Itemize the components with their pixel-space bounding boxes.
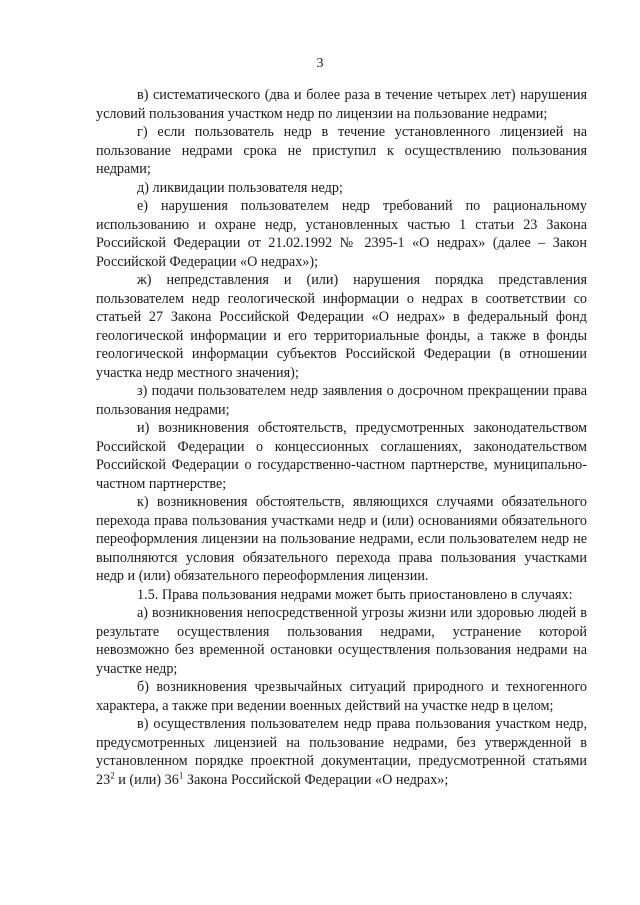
- paragraph-1-5-suspension: 1.5. Права пользования недрами может быть приостановлено в случаях:: [137, 586, 573, 603]
- paragraph-v-text-3: Закона Российской Федерации «О недрах»;: [183, 771, 449, 788]
- paragraph-v-text-2: и (или) 36: [114, 771, 179, 788]
- paragraph-v-no-project-docs: [96, 715, 587, 789]
- page-number: 3: [316, 56, 324, 71]
- paragraph-i-concession: и) возникновения обстоятельств, предусмотренных законодательством Российской Федерации о концессионных соглашениях, законодательством Российской Федерации о государственно-частном партнерстве, муниципально-частном партнерстве;: [96, 420, 587, 492]
- paragraph-v-text-1: в) осуществления пользователем недр права пользования участком недр, предусмотренных лицензией на пользование недрами, без утвержденной в установленном порядке проектной документации, предусмотренной статьями 23: [96, 716, 587, 788]
- paragraph-g-not-started: г) если пользователь недр в течение установленного лицензией на пользование недрами срока не приступил к осуществлению пользования недрами;: [96, 124, 587, 177]
- superscript-2: 2: [110, 769, 115, 780]
- paragraph-a-threat: а) возникновения непосредственной угрозы жизни или здоровью людей в результате осуществления пользования недрами, устранение которой невозможно без временной остановки осуществления пользования недрами на участке недр;: [96, 605, 587, 677]
- paragraph-b-emergency: б) возникновения чрезвычайных ситуаций природного и техногенного характера, а также при ведении военных действий на участке недр в целом;: [96, 679, 587, 714]
- paragraph-e-violation: е) нарушения пользователем недр требований по рациональному использованию и охране недр, установленных частью 1 статьи 23 Закона Российской Федерации от 21.02.1992 № 2395-1 «О недрах» (далее – Закон Российской Федерации «О недрах»);: [96, 198, 587, 270]
- paragraph-k-mandatory-transfer: к) возникновения обстоятельств, являющихся случаями обязательного перехода права пользования участками недр и (или) основаниями обязательного переоформления лицензии на пользование недрами, если пользователем недр не выполняются условия обязательного перехода права пользования участками недр и (или) обязательного переоформления лицензии.: [96, 494, 587, 584]
- paragraph-zh-geological-info: ж) непредставления и (или) нарушения порядка представления пользователем недр геологической информации о недрах в соответствии со статьей 27 Закона Российской Федерации «О недрах» в федеральный фонд геологической информации и его территориальные фонды, а также в фонды геологической информации субъектов Российской Федерации (в отношении участка недр местного значения);: [96, 272, 587, 381]
- superscript-1: 1: [178, 769, 184, 780]
- document-body: [96, 86, 587, 789]
- paragraph-v-systematic: в) систематического (два и более раза в течение четырех лет) нарушения условий пользования участком недр по лицензии на пользование недрами;: [96, 87, 587, 122]
- paragraph-d-liquidation: д) ликвидации пользователя недр;: [137, 179, 343, 196]
- paragraph-z-early-termination: з) подачи пользователем недр заявления о досрочном прекращении права пользования недрами;: [96, 383, 587, 418]
